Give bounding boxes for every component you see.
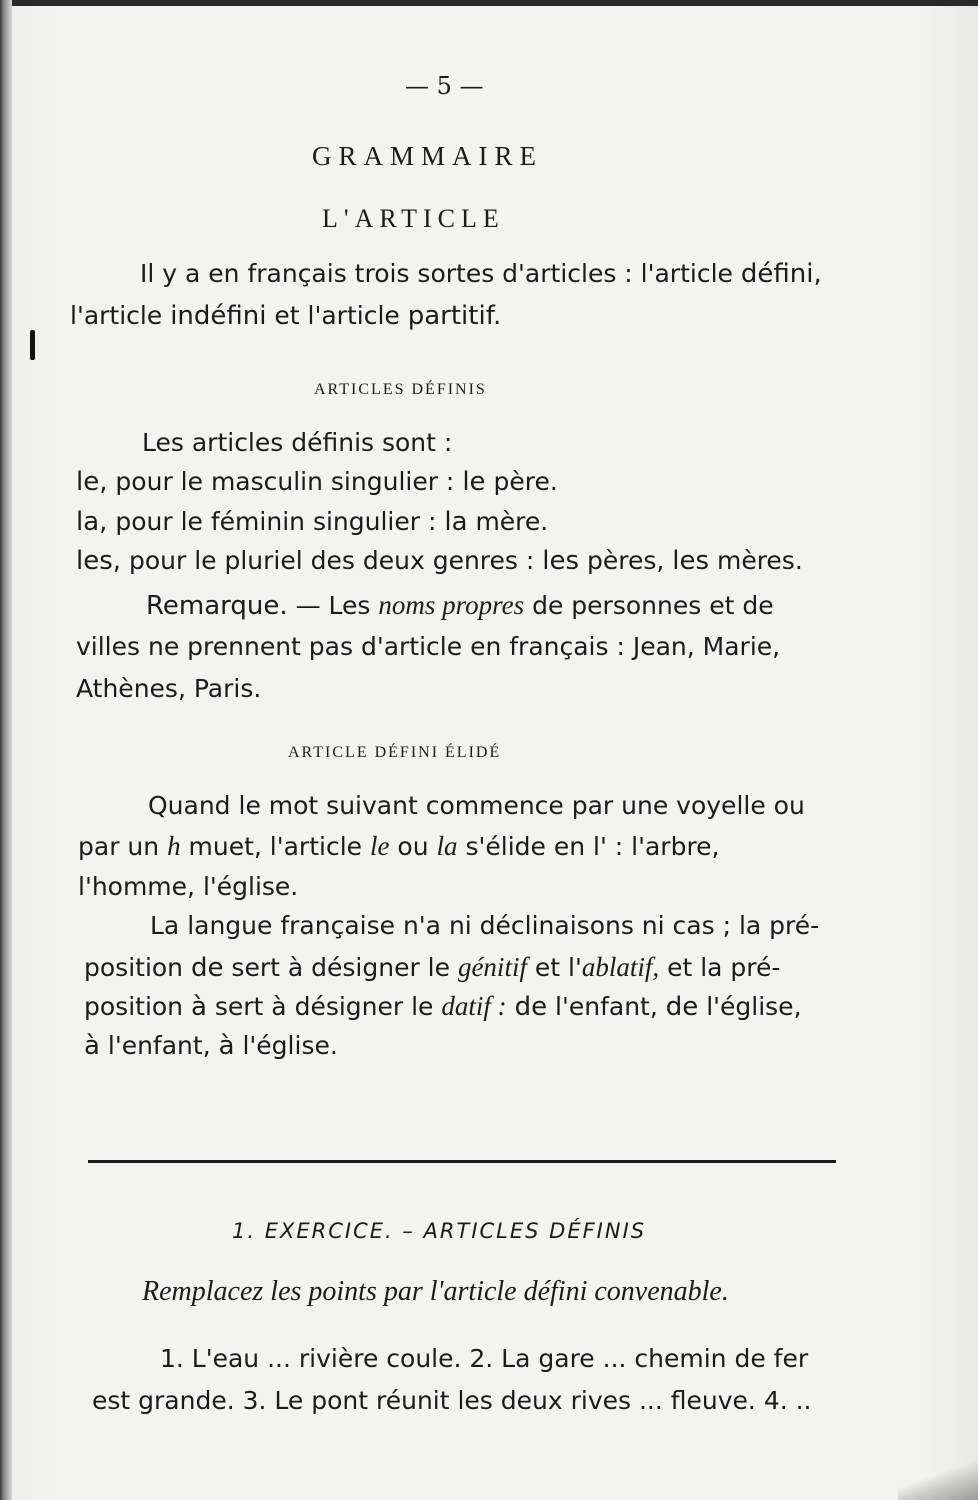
remarque-text: — Les [287, 591, 379, 620]
langue-text [507, 992, 515, 1021]
section-heading-article-elide: ARTICLE DÉFINI ÉLIDÉ [288, 744, 502, 761]
remarque-italic: noms propres [378, 590, 525, 620]
term-indefini: indéfini [170, 301, 267, 331]
elide-italic: h [167, 831, 181, 861]
remarque-label: Remarque. [146, 591, 288, 621]
langue-text: position [84, 992, 191, 1021]
langue-italic: génitif [457, 952, 527, 982]
def-text: pères, [579, 546, 673, 575]
langue-text: l'église, [698, 992, 802, 1021]
elide-text: ou [389, 832, 437, 861]
def-text: pour le masculin singulier : [107, 467, 463, 496]
def-text: pour le pluriel des deux genres : [121, 546, 543, 575]
remarque-line-3: Athènes, Paris. [76, 674, 262, 703]
langue-italic: ablatif, [581, 952, 660, 982]
elide-text: par un [78, 832, 168, 861]
margin-ink-mark [30, 330, 35, 360]
langue-text: l'enfant, [99, 1031, 219, 1060]
section-heading-articles-definis: ARTICLES DÉFINIS [314, 381, 487, 398]
section-divider [88, 1160, 836, 1163]
intro-text: Il y a en français trois sortes d'articles : l'article [140, 259, 741, 288]
langue-line-2 [84, 951, 978, 984]
intro-text: et l'article [266, 301, 408, 330]
def-la [76, 506, 978, 538]
page-binding-edge [0, 0, 12, 1500]
remarque-line-2: villes ne prennent pas d'article en français : Jean, Marie, [76, 632, 781, 661]
intro-line-1 [140, 258, 978, 290]
preposition-de: de [514, 992, 548, 1022]
elide-line-3: l'homme, l'église. [78, 872, 299, 901]
langue-text: sert à désigner le [206, 992, 442, 1021]
langue-text: et la pré- [659, 953, 781, 982]
def-text: pour le féminin singulier : [107, 507, 445, 536]
term-partitif: partitif. [407, 301, 502, 331]
langue-line-4 [84, 1030, 978, 1062]
preposition-a: à [84, 1031, 100, 1061]
elide-italic: le [369, 831, 390, 861]
term-defini: défini, [740, 259, 822, 289]
langue-text: position [84, 953, 191, 982]
langue-text: l'église. [234, 1031, 338, 1060]
langue-line-1: La langue française n'a ni déclinaisons ni cas ; la pré- [150, 911, 820, 940]
def-le [76, 466, 978, 498]
langue-line-3 [84, 990, 978, 1023]
langue-text: sert à désigner le [223, 953, 458, 982]
elide-italic: la [436, 831, 458, 861]
elide-text: muet, l'article [180, 832, 370, 861]
preposition-de: de [190, 953, 224, 983]
article-les: les, [76, 546, 122, 576]
langue-text: l'enfant, [547, 992, 666, 1021]
exercise-line-2: est grande. 3. Le pont réunit les deux rives ... fleuve. 4. .. [92, 1386, 812, 1415]
article-la-example: la [444, 507, 468, 537]
langue-italic: datif : [441, 991, 507, 1021]
remarque-text: de personnes et de [524, 591, 774, 620]
preposition-a: à [190, 992, 207, 1022]
article-la: la, [76, 507, 108, 537]
def-text: mères. [709, 546, 803, 575]
article-le-example: le [462, 467, 486, 497]
section-subtitle: L'ARTICLE [322, 204, 505, 233]
def-text: mère. [467, 507, 549, 536]
elide-line-1: Quand le mot suivant commence par une voyelle ou [148, 791, 805, 820]
exercise-line-1: 1. L'eau ... rivière coule. 2. La gare ... chemin de fer [160, 1344, 809, 1373]
langue-text: et l' [526, 953, 582, 982]
preposition-de: de [665, 992, 699, 1022]
page-top-edge [0, 0, 978, 6]
remarque-line-1 [146, 589, 978, 622]
def-les [76, 545, 978, 577]
page-corner-curl [898, 1460, 978, 1500]
article-le: le, [76, 467, 108, 497]
page-title: GRAMMAIRE [312, 141, 544, 171]
preposition-a: à [218, 1031, 235, 1061]
intro-text: l'article [70, 301, 171, 330]
elide-line-2 [78, 830, 978, 863]
defs-lead: Les articles définis sont : [142, 428, 453, 457]
exercise-instruction: Remplacez les points par l'article défini convenable. [142, 1276, 729, 1307]
article-les-example: les [542, 546, 580, 576]
page-number: — 5 — [405, 72, 484, 100]
intro-line-2 [70, 300, 978, 332]
def-text: père. [485, 467, 558, 496]
elide-text: s'élide en l' : l'arbre, [457, 832, 720, 861]
article-les-example: les [672, 546, 710, 576]
exercise-heading: 1. EXERCICE. – ARTICLES DÉFINIS [232, 1219, 647, 1243]
